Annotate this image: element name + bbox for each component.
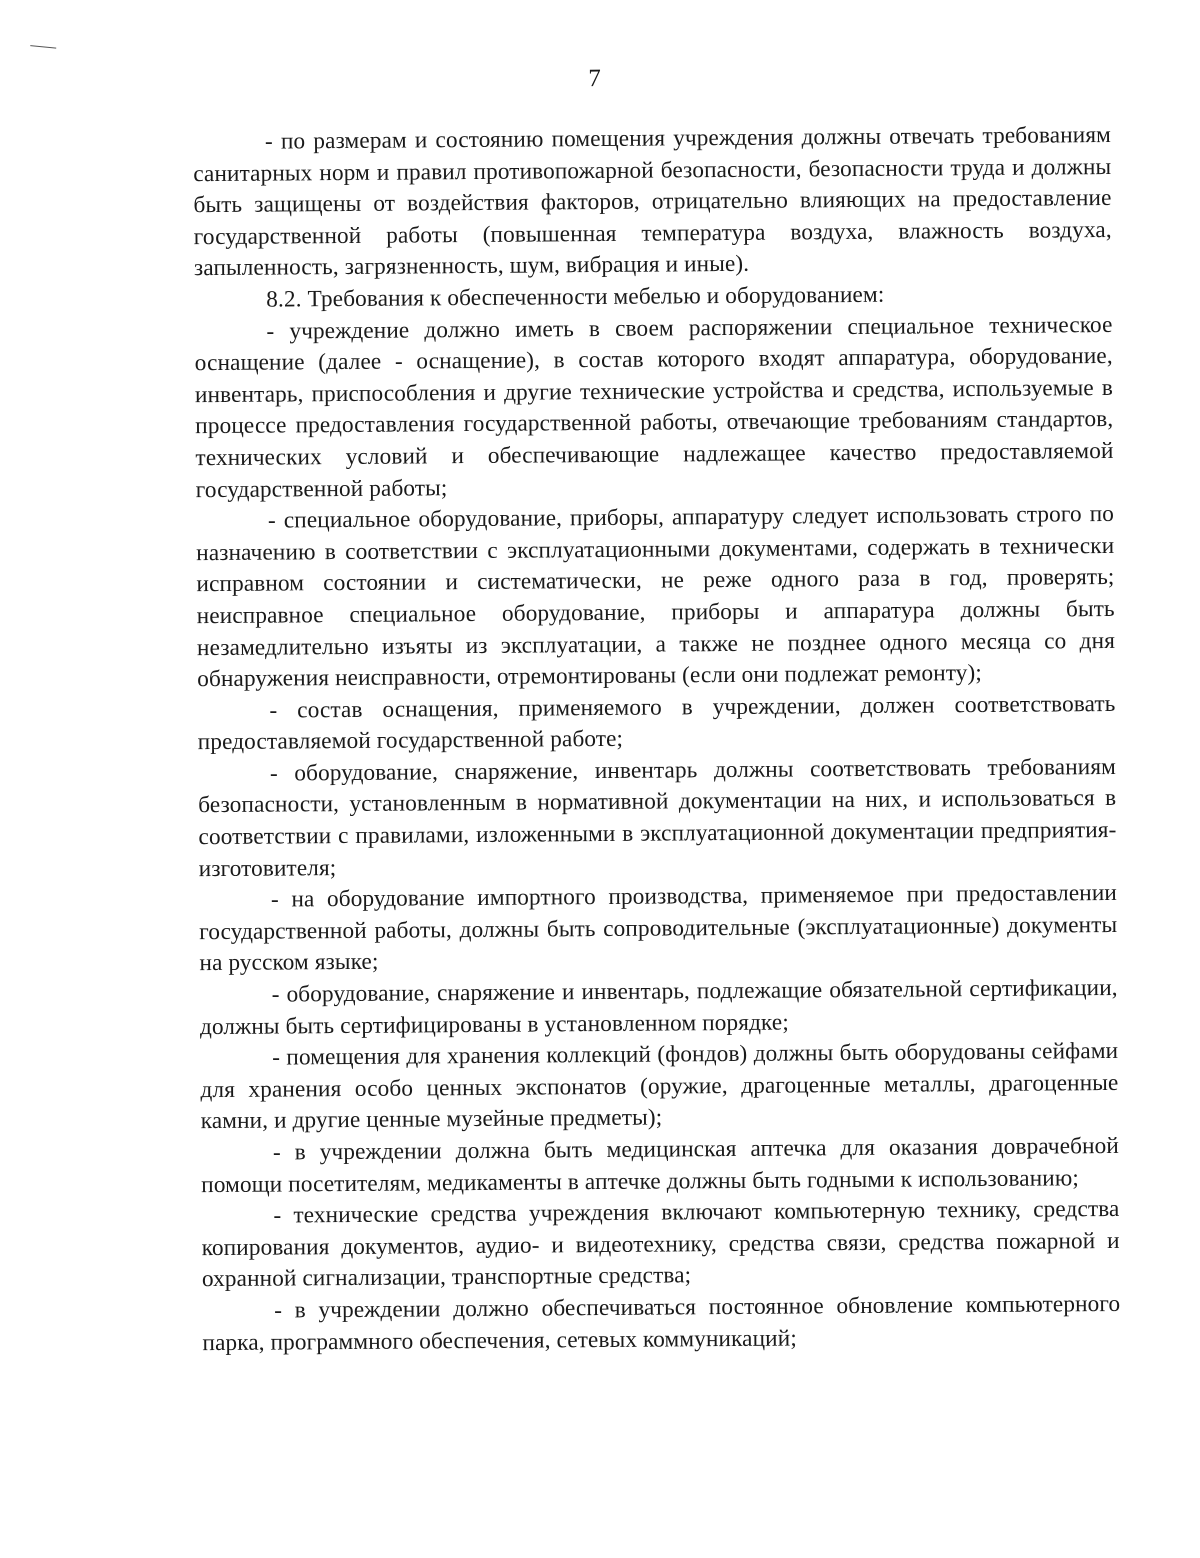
paragraph-special-equipment-usage: - специальное оборудование, приборы, аппаратуру следует использовать строго по назначению в соответствии с эксплуатационными документами, содержать в технически исправном состоянии и систематически, не реже одного раза в год, проверять; неисправное специальное оборудование, приборы и аппаратура должны быть незамедлительно изъяты из эксплуатации, а также не позднее одного месяца со дня обнаружения неисправности, отремонтированы (если они подлежат ремонту); <box>196 501 1116 693</box>
paragraph-first-aid-kit: - в учреждении должна быть медицинская аптечка для оказания доврачебной помощи посетителям, медикаменты в аптечке должны быть годными к использованию; <box>201 1132 1120 1198</box>
paragraph-storage-safes: - помещения для хранения коллекций (фондов) должны быть оборудованы сейфами для хранения особо ценных экспонатов (оружие, драгоценные металлы, драгоценные камни, и другие ценные музейные предметы); <box>200 1038 1119 1135</box>
paragraph-safety-requirements: - оборудование, снаряжение, инвентарь должны соответствовать требованиям безопасности, установленным в нормативной документации на них, и использоваться в соответствии с правилами, изложенными в эксплуатационной документации предприятия-изготовителя; <box>198 753 1117 882</box>
paragraph-premises-requirements: - по размерам и состоянию помещения учреждения должны отвечать требованиям санитарных норм и правил противопожарной безопасности, безопасности труда и должны быть защищены от воздействия факторов, отрицательно влияющих на предоставление государственной работы (повышенная температура воздуха, влажность воздуха, запыленность, загрязненность, шум, вибрация и иные). <box>193 121 1112 282</box>
paragraph-technical-means: - технические средства учреждения включают компьютерную технику, средства копирования документов, аудио- и видеотехнику, средства связи, средства пожарной и охранной сигнализации, транспортные средства; <box>201 1196 1120 1293</box>
paragraph-computer-park-update: - в учреждении должно обеспечиваться постоянное обновление компьютерного парка, программного обеспечения, сетевых коммуникаций; <box>202 1290 1121 1356</box>
document-body <box>193 120 1121 1359</box>
page-number: 7 <box>588 64 601 93</box>
paragraph-equipment-composition: - состав оснащения, применяемого в учреждении, должен соответствовать предоставляемой государственной работе; <box>197 690 1116 756</box>
scan-corner-mark <box>30 45 56 49</box>
paragraph-certification: - оборудование, снаряжение и инвентарь, подлежащие обязательной сертификации, должны быть сертифицированы в установленном порядке; <box>199 974 1118 1040</box>
paragraph-section-8-2-heading: 8.2. Требования к обеспеченности мебелью и оборудованием: <box>266 281 885 313</box>
paragraph-imported-equipment: - на оборудование импортного производства, применяемое при предоставлении государственной работы, должны быть сопроводительные (эксплуатационные) документы на русском языке; <box>199 880 1118 977</box>
paragraph-technical-equipment: - учреждение должно иметь в своем распоряжении специальное техническое оснащение (далее - оснащение), в состав которого входят аппаратура, оборудование, инвентарь, приспособления и другие технические устройства и средства, используемые в процессе предоставления государственной работы, отвечающие требованиям стандартов, технических условий и обеспечивающие надлежащее качество предоставляемой государственной работы; <box>194 311 1114 503</box>
